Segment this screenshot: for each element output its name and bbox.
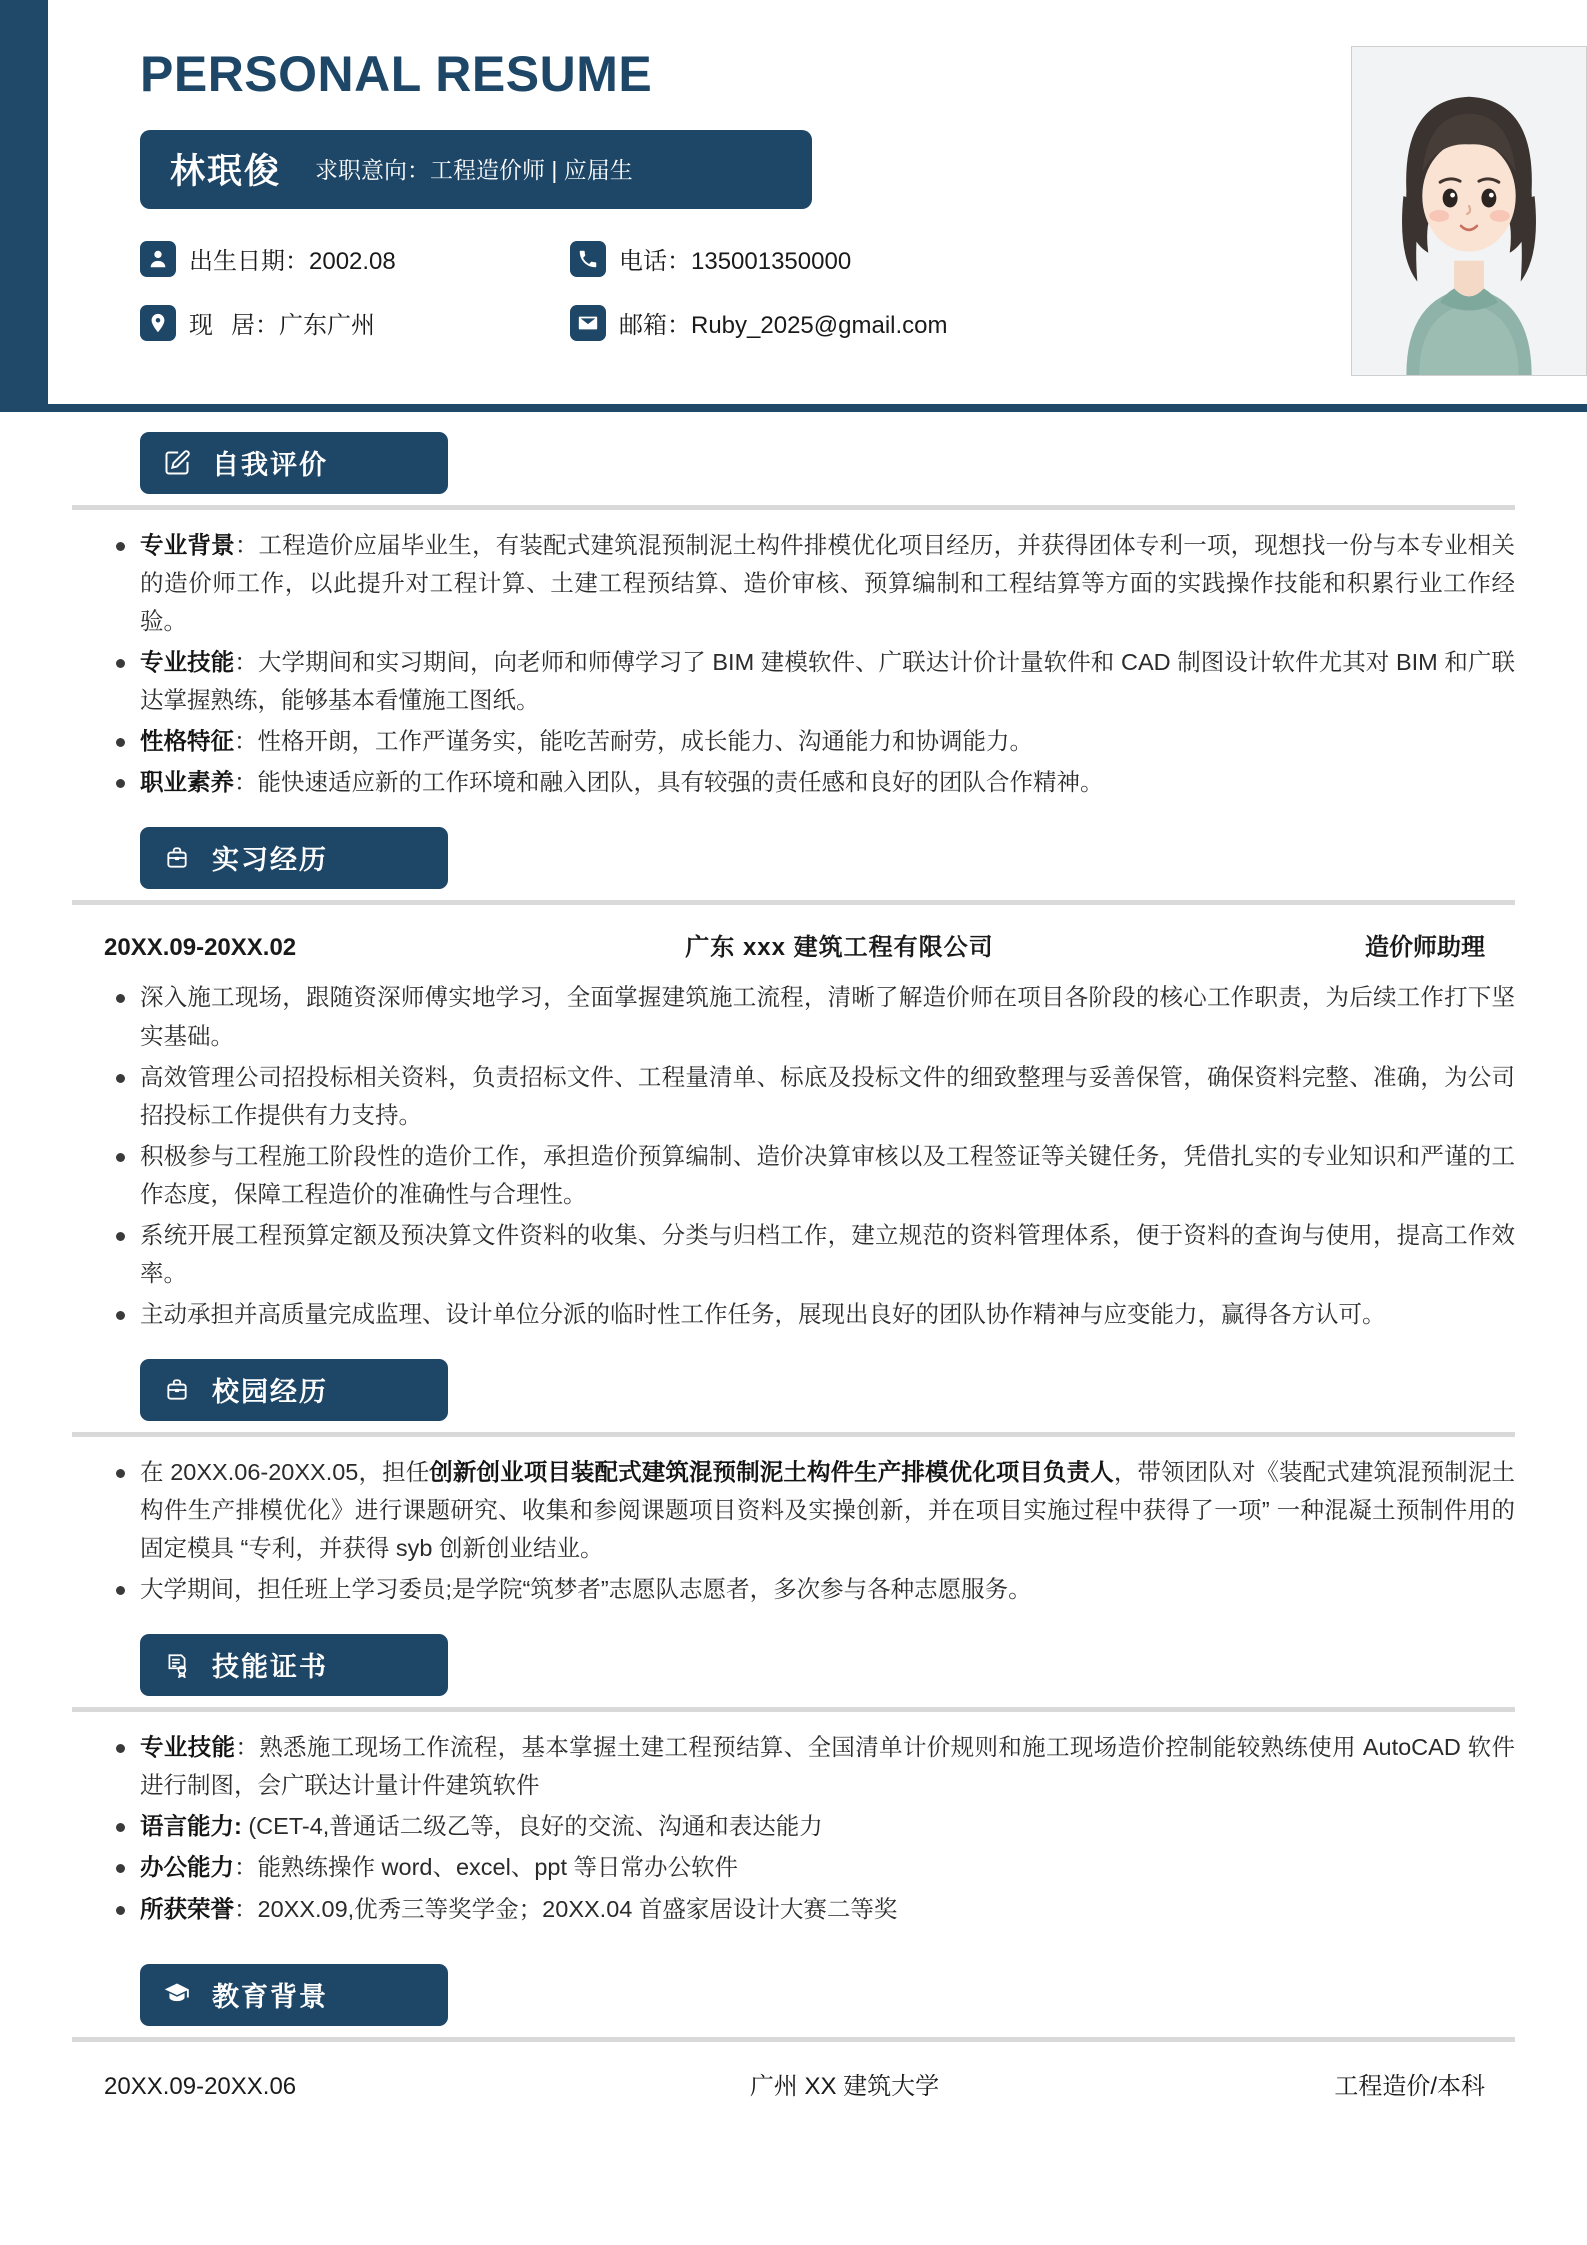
section-header-skills — [140, 1634, 448, 1696]
section-title-skills: 技能证书 — [212, 1652, 328, 1683]
list-item — [112, 1058, 1515, 1134]
section-title-self-evaluation: 自我评价 — [212, 450, 328, 480]
section-skills — [72, 1634, 1515, 1927]
contact-location-value: 居：广东广州 — [231, 312, 375, 339]
briefcase-icon — [162, 1375, 192, 1405]
section-header-campus — [140, 1359, 448, 1421]
self-evaluation-list — [72, 526, 1515, 801]
item-lead: 专业背景 — [140, 532, 235, 558]
section-internship — [72, 827, 1515, 1333]
item-lead: 语言能力: — [140, 1813, 242, 1840]
contact-birthdate — [140, 241, 560, 277]
education-school: 广州 XX 建筑大学 — [749, 2072, 940, 2100]
candidate-name: 林珉俊 — [170, 151, 282, 191]
section-title-education: 教育背景 — [212, 1981, 328, 2012]
resume-header — [0, 0, 1587, 410]
section-rule — [72, 1707, 1515, 1712]
phone-icon — [570, 241, 606, 277]
pencil-edit-icon — [162, 448, 192, 478]
location-icon — [140, 305, 176, 341]
resume-body — [0, 410, 1587, 2121]
list-item — [112, 1728, 1515, 1804]
job-intent: 求职意向：工程造价师 | 应届生 — [315, 157, 633, 183]
education-date: 20XX.09-20XX.06 — [104, 2072, 297, 2100]
item-lead: 办公能力 — [140, 1854, 234, 1881]
list-item — [112, 643, 1515, 719]
user-icon — [140, 241, 176, 277]
education-entry — [72, 2066, 1515, 2101]
avatar — [1351, 46, 1587, 376]
section-campus — [72, 1359, 1515, 1608]
section-rule — [72, 505, 1515, 510]
item-text: ：工程造价应届毕业生，有装配式建筑混预制泥土构件排模优化项目经历，并获得团体专利一项，现想找一份与本专业相关的造价师工作，以此提升对工程计算、土建工程预结算、造价审核、预算编制和工程结算等方面的实践操作技能和积累行业工作经验。 — [140, 532, 1515, 635]
contact-phone — [570, 241, 1090, 277]
section-education — [72, 1964, 1515, 2101]
section-rule — [72, 900, 1515, 905]
item-text: ：性格开朗，工作严谨务实，能吃苦耐劳，成长能力、沟通能力和协调能力。 — [234, 728, 1033, 755]
item-text: ，带领团队对《装配式建筑混预制泥土构件生产排模优化》进行课题研究、收集和参阅课题项目资料及实操创新，并在项目实施过程中获得了一项” 一种混凝土预制件用的固定模具 “专利，并获得 syb 创新创业结业。 — [140, 1459, 1515, 1562]
list-item — [112, 1807, 1515, 1845]
item-lead: 性格特征 — [140, 728, 234, 755]
internship-list — [72, 978, 1515, 1333]
certificate-icon — [162, 1650, 192, 1680]
item-text: ：大学期间和实习期间，向老师和师傅学习了 BIM 建模软件、广联达计价计量软件和 CAD 制图设计软件尤其对 BIM 和广联达掌握熟练，能够基本看懂施工图纸。 — [140, 649, 1515, 714]
list-item — [112, 1570, 1515, 1608]
list-item — [112, 1137, 1515, 1213]
list-item — [112, 1216, 1515, 1292]
item-lead: 创新创业项目装配式建筑混预制泥土构件生产排模优化项目负责人 — [429, 1459, 1114, 1485]
contact-location — [140, 305, 560, 341]
item-text: 积极参与工程施工阶段性的造价工作，承担造价预算编制、造价决算审核以及工程签证等关键任务，凭借扎实的专业知识和严谨的工作态度，保障工程造价的准确性与合理性。 — [140, 1142, 1515, 1207]
list-item — [112, 1848, 1515, 1886]
internship-role: 造价师助理 — [1365, 934, 1485, 962]
section-title-campus: 校园经历 — [212, 1377, 328, 1407]
internship-entry-header — [72, 927, 1515, 962]
item-text: 主动承担并高质量完成监理、设计单位分派的临时性工作任务，展现出良好的团队协作精神与应变能力，赢得各方认可。 — [140, 1300, 1386, 1327]
list-item — [112, 722, 1515, 760]
item-text: 高效管理公司招投标相关资料，负责招标文件、工程量清单、标底及投标文件的细致整理与妥善保管，确保资料完整、准确，为公司招投标工作提供有力支持。 — [140, 1063, 1515, 1128]
list-item — [112, 978, 1515, 1054]
list-item — [112, 1890, 1515, 1928]
item-text: 大学期间，担任班上学习委员;是学院“筑梦者”志愿队志愿者，多次参与各种志愿服务。 — [140, 1576, 1032, 1603]
item-lead: 职业素养 — [140, 769, 234, 796]
briefcase-icon — [162, 843, 192, 873]
internship-date: 20XX.09-20XX.02 — [104, 934, 297, 962]
section-header-internship — [140, 827, 448, 889]
contact-location-text — [189, 305, 375, 340]
item-text: 深入施工现场，跟随资深师傅实地学习，全面掌握建筑施工流程，清晰了解造价师在项目各阶段的核心工作职责，为后续工作打下坚实基础。 — [140, 984, 1515, 1049]
list-item — [112, 763, 1515, 801]
contact-birthdate-text: 出生日期：2002.08 — [189, 248, 396, 275]
item-text: ：20XX.09,优秀三等奖学金；20XX.04 首盛家居设计大赛二等奖 — [234, 1895, 898, 1922]
item-text: (CET-4,普通话二级乙等，良好的交流、沟通和表达能力 — [241, 1813, 823, 1840]
item-text: 系统开展工程预算定额及预决算文件资料的收集、分类与归档工作，建立规范的资料管理体系，便于资料的查询与使用，提高工作效率。 — [140, 1221, 1515, 1286]
avatar-illustration — [1352, 47, 1586, 375]
header-divider — [0, 404, 1587, 412]
section-header-education — [140, 1964, 448, 2026]
item-lead: 所获荣誉 — [140, 1895, 234, 1922]
section-title-internship: 实习经历 — [212, 845, 328, 876]
contact-location-label: 现 — [189, 312, 231, 339]
contact-email-text: 邮箱：Ruby_2025@gmail.com — [619, 312, 948, 339]
internship-organization: 广东 xxx 建筑工程有限公司 — [685, 934, 994, 962]
mail-icon — [570, 305, 606, 341]
page-title: PERSONAL RESUME — [140, 46, 653, 102]
name-bar — [140, 130, 812, 209]
list-item — [112, 1453, 1515, 1567]
item-lead: 专业技能 — [140, 1734, 236, 1761]
item-pre: 在 20XX.06-20XX.05，担任 — [140, 1459, 430, 1485]
contact-email — [570, 305, 1090, 341]
item-text: ：能熟练操作 word、excel、ppt 等日常办公软件 — [234, 1854, 739, 1881]
section-self-evaluation — [72, 432, 1515, 801]
contact-grid — [140, 241, 1090, 341]
section-rule — [72, 2037, 1515, 2042]
section-header-self-evaluation — [140, 432, 448, 494]
section-rule — [72, 1432, 1515, 1437]
skills-list — [72, 1728, 1515, 1927]
graduation-cap-icon — [162, 1979, 192, 2009]
item-text: ：熟悉施工现场工作流程，基本掌握土建工程预结算、全国清单计价规则和施工现场造价控制能较熟练使用 AutoCAD 软件进行制图，会广联达计量计件建筑软件 — [140, 1734, 1516, 1799]
campus-list — [72, 1453, 1515, 1608]
education-major: 工程造价/本科 — [1334, 2072, 1485, 2100]
item-lead: 专业技能 — [140, 649, 235, 676]
item-text: ：能快速适应新的工作环境和融入团队，具有较强的责任感和良好的团队合作精神。 — [234, 769, 1104, 796]
list-item — [112, 526, 1515, 640]
list-item — [112, 1295, 1515, 1333]
contact-phone-text: 电话：135001350000 — [619, 248, 852, 275]
